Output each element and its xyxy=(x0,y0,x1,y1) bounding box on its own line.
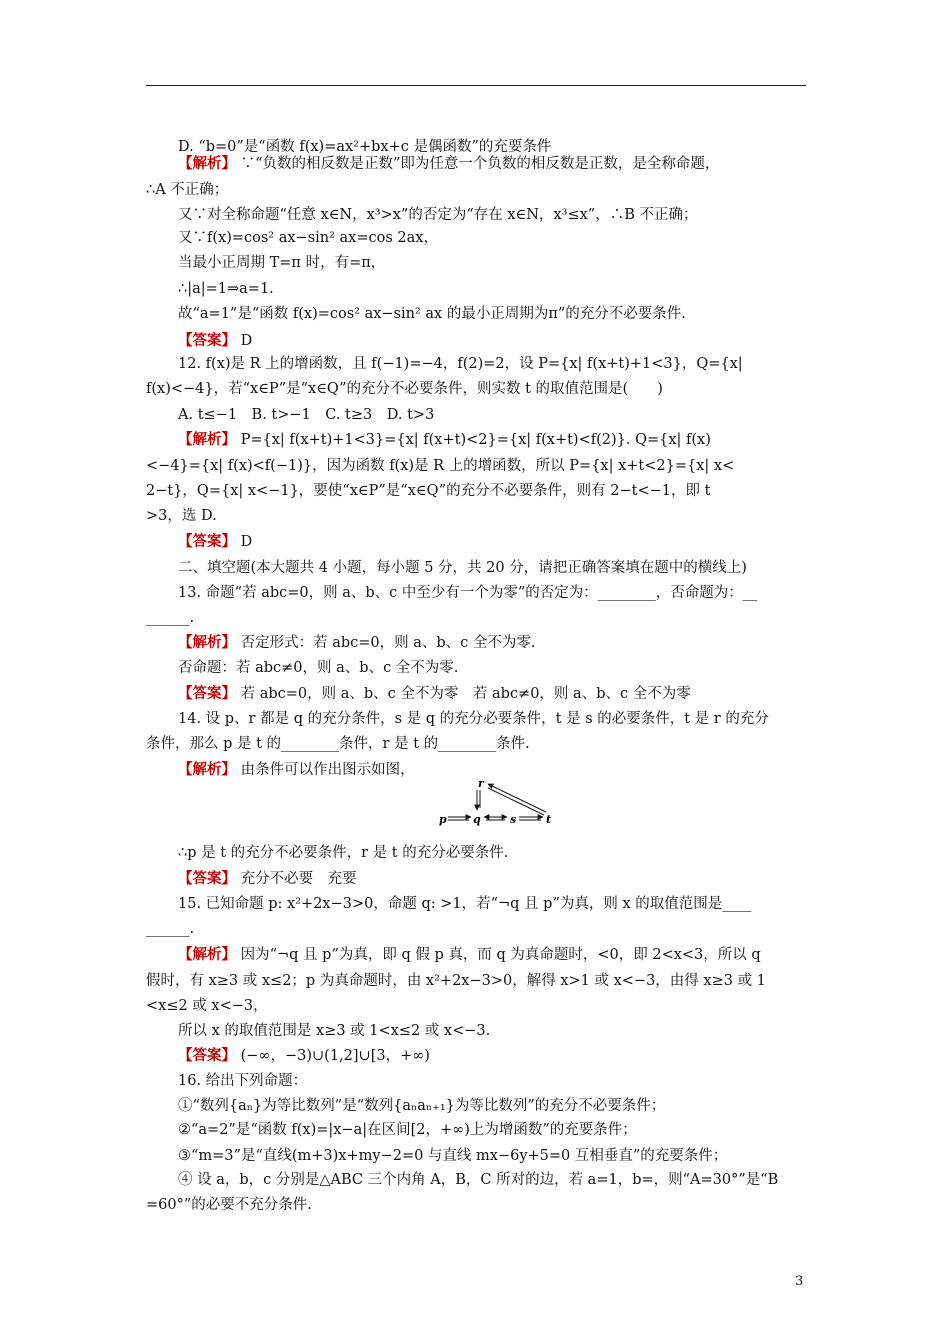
line-text: 又∵对全称命题“任意 x∈N，x³>x”的否定为“存在 x∈N，x³≤x”，∴B 不正确； xyxy=(178,207,698,223)
analysis-tag: 【解析】 xyxy=(178,431,236,448)
analysis-tag: 【解析】 xyxy=(178,946,236,963)
text-line-23 xyxy=(178,685,691,703)
line-text: ①“数列{aₙ}为等比数列”是“数列{aₙaₙ₊₁}为等比数列”的充分不必要条件； xyxy=(178,1098,666,1114)
analysis-tag: 【解析】 xyxy=(178,761,236,778)
line-text: 14. 设 p、r 都是 q 的充分条件，s 是 q 的充分必要条件，t 是 s 的必要条件，t 是 r 的充分 xyxy=(178,711,769,727)
text-line-14 xyxy=(146,457,734,475)
node-q: q xyxy=(473,813,481,826)
node-p: p xyxy=(439,813,447,826)
text-line-10 xyxy=(178,355,743,373)
text-line-17 xyxy=(178,533,252,551)
answer-tag: 【答案】 xyxy=(178,332,236,349)
line-text: 故“a=1”是“函数 f(x)=cos² ax−sin² ax 的最小正周期为π”的充分不必要条件. xyxy=(178,306,686,322)
line-text: ③“m=3”是“直线(m+3)x+my−2=0 与直线 mx−6y+5=0 互相垂直”的充要条件； xyxy=(178,1148,728,1164)
line-text: 15. 已知命题 p: x²+2x−3>0，命题 q: >1，若“¬q 且 p”为真，则 x 的取值范围是____ xyxy=(178,896,752,912)
text-line-2 xyxy=(178,155,719,173)
line-text: ∴A 不正确； xyxy=(146,182,229,198)
text-line-9 xyxy=(178,332,252,350)
text-line-24 xyxy=(178,710,769,728)
text-line-38 xyxy=(178,1121,637,1139)
page-number: 3 xyxy=(795,1274,804,1289)
text-line-33 xyxy=(146,997,268,1015)
text-line-6 xyxy=(178,254,385,272)
text-line-7 xyxy=(178,280,274,298)
text-line-26 xyxy=(178,761,415,779)
line-text: ④ 设 a，b，c 分别是△ABC 三个内角 A，B，C 所对的边，若 a=1，b=，则“A=30°”是“B xyxy=(178,1172,779,1188)
line-text: <x≤2 或 x<−3， xyxy=(146,998,268,1014)
line-text: A. t≤−1 B. t>−1 C. t≥3 D. t>3 xyxy=(178,407,435,423)
line-text: f(x)<−4}，若“x∈P”是“x∈Q”的充分不必要条件，则实数 t 的取值范围是( ) xyxy=(146,381,663,397)
text-line-4 xyxy=(178,206,697,224)
analysis-tag: 【解析】 xyxy=(178,634,236,651)
text-line-8 xyxy=(178,305,686,323)
text-line-32 xyxy=(146,972,766,990)
text-line-40 xyxy=(178,1171,778,1189)
line-text: ______. xyxy=(146,610,195,626)
line-text: 因为“¬q 且 p”为真，即 q 假 p 真，而 q 为真命题时，<0，即 2<x<3，所以 q xyxy=(236,947,761,963)
answer-tag: 【答案】 xyxy=(178,870,236,887)
analysis-tag: 【解析】 xyxy=(178,155,236,172)
line-text: 若 abc=0，则 a、b、c 全不为零 若 abc≠0，则 a、b、c 全不为零 xyxy=(236,686,691,702)
node-t: t xyxy=(546,813,552,826)
answer-tag: 【答案】 xyxy=(178,533,236,550)
text-line-5 xyxy=(178,229,438,247)
text-line-27 xyxy=(178,844,508,862)
line-text: P={x| f(x+t)+1<3}={x| f(x+t)<2}={x| f(x+t)<f(2)}. Q={x| f(x) xyxy=(236,432,711,448)
text-line-28 xyxy=(178,870,357,888)
arrow-t-r xyxy=(488,784,546,812)
line-text: 2−t}，Q={x| x<−1}，要使“x∈P”是“x∈Q”的充分不必要条件，则有 2−t<−1，即 t xyxy=(146,483,711,499)
line-text: 否命题：若 abc≠0，则 a、b、c 全不为零. xyxy=(178,660,459,676)
header-rule xyxy=(146,85,806,86)
line-text: 由条件可以作出图示如图， xyxy=(236,762,415,778)
text-line-37 xyxy=(178,1097,665,1115)
text-line-30 xyxy=(146,920,194,938)
text-line-13 xyxy=(178,431,711,449)
line-text: ②“a=2”是“函数 f(x)=|x−a|在区间[2，+∞)上为增函数”的充要条件； xyxy=(178,1122,637,1138)
node-s: s xyxy=(510,813,517,826)
text-line-11 xyxy=(146,380,663,398)
line-text: =60°”的必要不充分条件. xyxy=(146,1197,312,1213)
line-text: ∵“负数的相反数是正数”即为任意一个负数的相反数是正数，是全称命题， xyxy=(236,156,720,172)
text-line-25 xyxy=(146,735,530,753)
line-text: 16. 给出下列命题： xyxy=(178,1073,308,1089)
text-line-18 xyxy=(178,559,747,577)
line-text: ______. xyxy=(146,921,195,937)
text-line-41 xyxy=(146,1196,312,1214)
text-line-1 xyxy=(178,138,551,156)
line-text: 13. 命题“若 abc=0，则 a、b、c 中至少有一个为零”的否定为：________，否命题为：__ xyxy=(178,585,758,601)
line-text: D xyxy=(236,534,253,550)
text-line-39 xyxy=(178,1147,727,1165)
text-line-22 xyxy=(178,659,458,677)
line-text: 否定形式：若 abc=0，则 a、b、c 全不为零. xyxy=(236,635,536,651)
line-text: 条件，那么 p 是 t 的________条件，r 是 t 的________条件. xyxy=(146,736,530,752)
line-text: D xyxy=(236,333,253,349)
text-line-31 xyxy=(178,946,761,964)
line-text: >3，选 D. xyxy=(146,508,217,524)
line-text: <−4}={x| f(x)<f(−1)}，因为函数 f(x)是 R 上的增函数，所以 P={x| x+t<2}={x| x< xyxy=(146,458,735,474)
answer-tag: 【答案】 xyxy=(178,685,236,702)
line-text: 所以 x 的取值范围是 x≥3 或 1<x≤2 或 x<−3. xyxy=(178,1023,491,1039)
line-text: 假时，有 x≥3 或 x≤2；p 为真命题时，由 x²+2x−3>0，解得 x>1 或 x<−3，由得 x≥3 或 1 xyxy=(146,973,766,989)
line-text: 又∵f(x)=cos² ax−sin² ax=cos 2ax， xyxy=(178,230,438,246)
text-line-16 xyxy=(146,507,217,525)
text-line-15 xyxy=(146,482,710,500)
line-text: D. “b=0”是“函数 f(x)=ax²+bx+c 是偶函数”的充要条件 xyxy=(178,139,552,155)
line-text: 当最小正周期 T=π 时，有=π， xyxy=(178,255,386,271)
line-text: 充分不必要 充要 xyxy=(236,871,357,887)
text-line-36 xyxy=(178,1072,307,1090)
text-line-20 xyxy=(146,609,194,627)
condition-diagram xyxy=(438,776,558,830)
text-line-34 xyxy=(178,1022,490,1040)
text-line-19 xyxy=(178,584,757,602)
text-line-35 xyxy=(178,1047,430,1065)
answer-tag: 【答案】 xyxy=(178,1047,236,1064)
node-r: r xyxy=(478,777,484,790)
line-text: 二、填空题(本大题共 4 小题，每小题 5 分，共 20 分，请把正确答案填在题中的横线上) xyxy=(178,560,747,576)
text-line-12 xyxy=(178,406,434,424)
line-text: (−∞，−3)∪(1,2]∪[3，+∞) xyxy=(236,1048,430,1064)
line-text: ∴|a|=1⇒a=1. xyxy=(178,281,274,297)
text-line-29 xyxy=(178,895,751,913)
text-line-21 xyxy=(178,634,536,652)
line-text: 12. f(x)是 R 上的增函数，且 f(−1)=−4，f(2)=2，设 P={x| f(x+t)+1<3}，Q={x| xyxy=(178,356,743,372)
line-text: ∴p 是 t 的充分不必要条件，r 是 t 的充分必要条件. xyxy=(178,845,509,861)
text-line-3 xyxy=(146,181,228,199)
